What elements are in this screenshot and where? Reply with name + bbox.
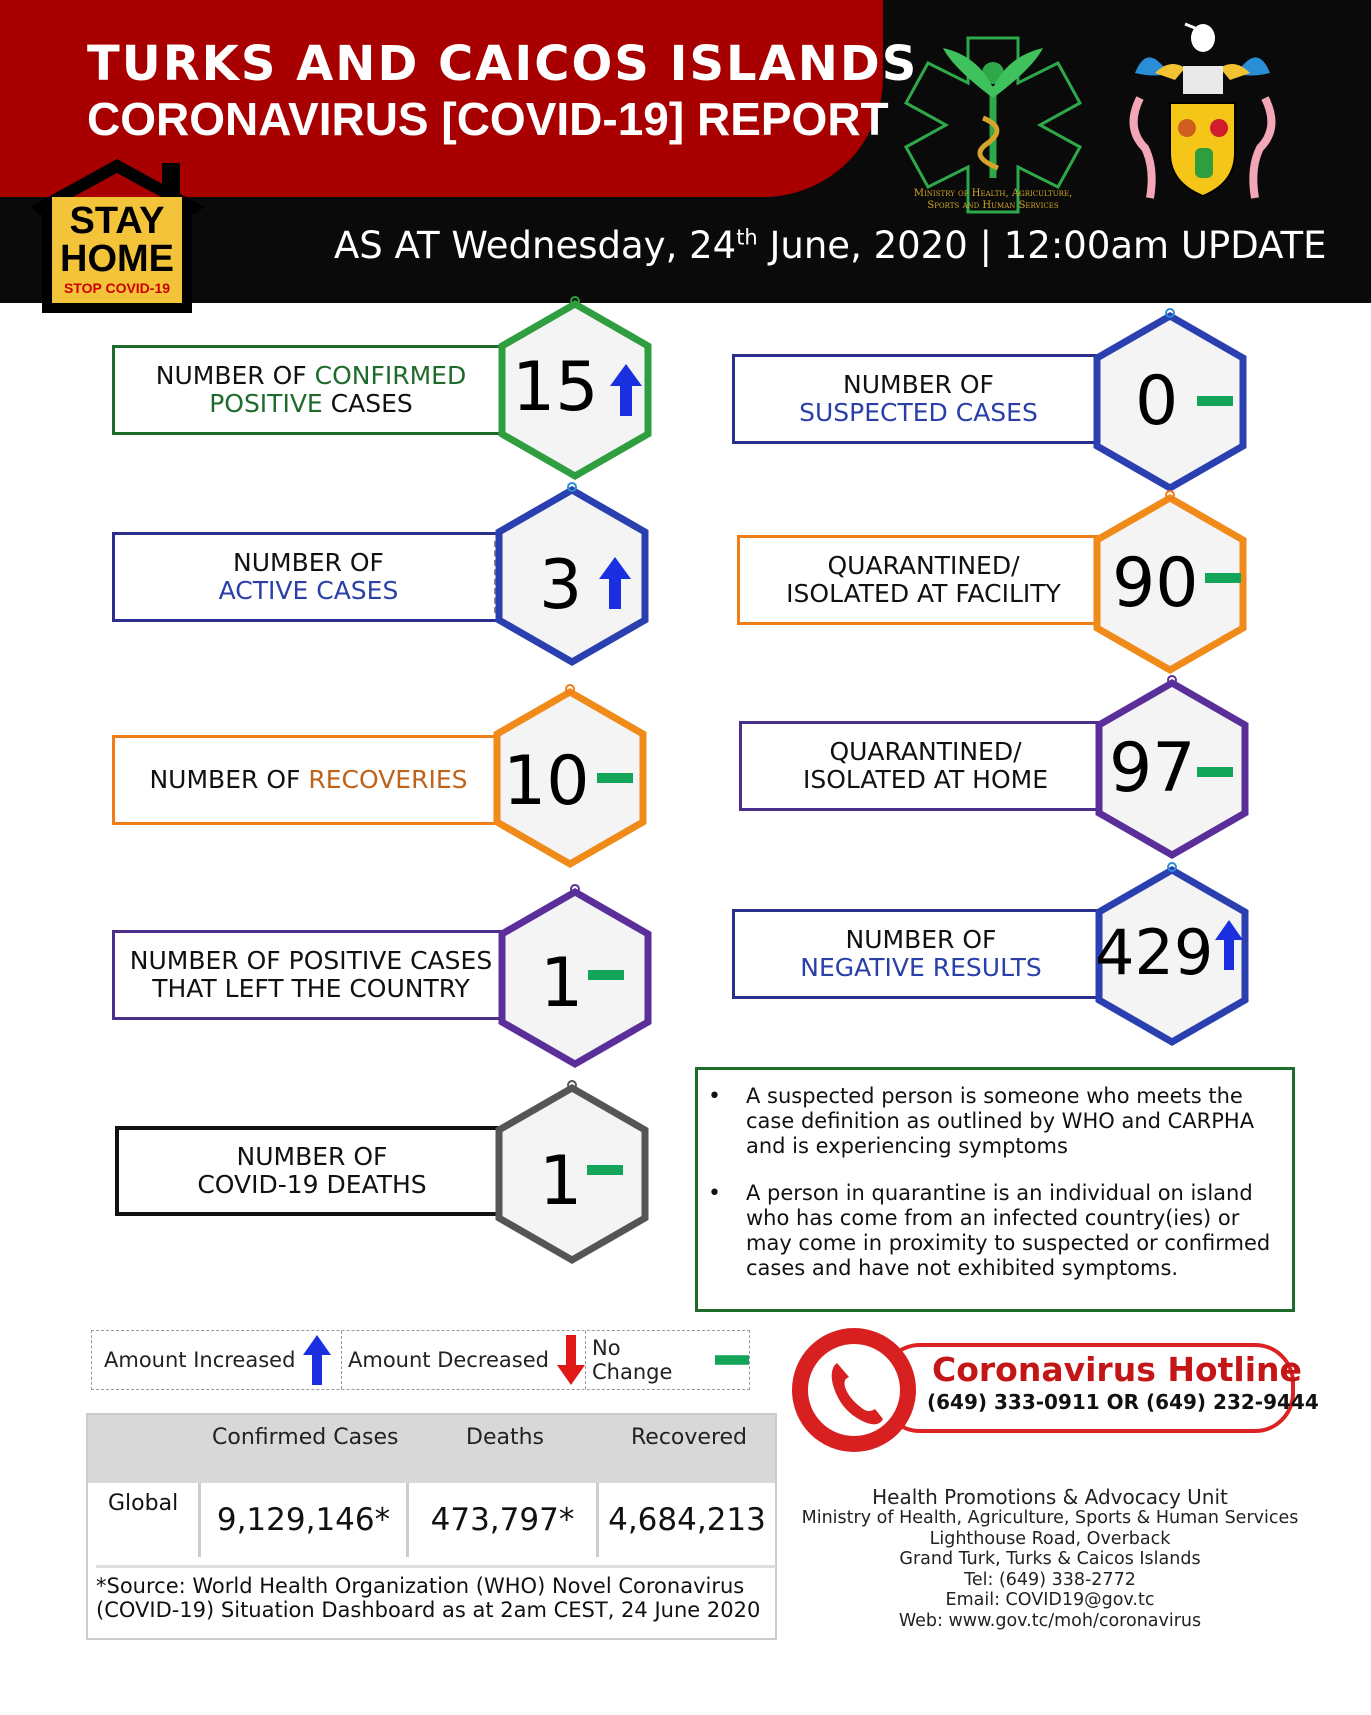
- phone-icon: [789, 1325, 919, 1455]
- active-cases-value: 3: [539, 546, 583, 625]
- global-stats-table: [86, 1413, 777, 1640]
- active-cases-label: NUMBER OF ACTIVE CASES: [112, 532, 502, 622]
- arrow-up-icon: [1215, 920, 1243, 970]
- confirmed-cases-label: NUMBER OF CONFIRMED POSITIVE CASES: [112, 345, 507, 435]
- contact-email[interactable]: Email: COVID19@gov.tc: [945, 1590, 1155, 1610]
- recoveries-hex: [485, 684, 655, 874]
- global-confirmed: 9,129,146*: [198, 1483, 406, 1557]
- no-change-icon: [715, 1355, 749, 1365]
- suspected-cases-value: 0: [1135, 362, 1179, 441]
- svg-text:STOP COVID-19: STOP COVID-19: [63, 280, 171, 296]
- page-title: TURKS AND CAICOS ISLANDS: [87, 36, 919, 92]
- recoveries-value: 10: [503, 742, 590, 821]
- confirmed-cases-hex: [490, 296, 660, 486]
- contact-info: Health Promotions & Advocacy Unit Ministry of Health, Agriculture, Sports & Human Services Lighthouse Road, Overback Grand Turk, Turks & Caicos Islands Tel: (649) 338-2772 Email: COVID19@gov.tc Web: www.gov.tc/moh/coronavirus: [801, 1485, 1299, 1631]
- no-change-icon: [1205, 573, 1241, 583]
- deaths-value: 1: [539, 1142, 583, 1221]
- deaths-label: NUMBER OF COVID-19 DEATHS: [115, 1126, 505, 1216]
- left-country-label: NUMBER OF POSITIVE CASES THAT LEFT THE COUNTRY: [112, 930, 507, 1020]
- legend-decreased: Amount Decreased: [341, 1331, 585, 1389]
- confirmed-cases-value: 15: [512, 348, 599, 427]
- active-cases-hex: [487, 482, 657, 672]
- update-date: AS AT Wednesday, 24th June, 2020 | 12:00am UPDATE: [334, 224, 1327, 267]
- quarantine-facility-hex: [1085, 490, 1255, 680]
- definitions-box: [695, 1067, 1295, 1312]
- legend-increased: Amount Increased: [92, 1331, 341, 1389]
- no-change-icon: [1197, 396, 1233, 406]
- page-subtitle: CORONAVIRUS [COVID-19] REPORT: [87, 93, 889, 145]
- quarantine-facility-label: QUARANTINED/ ISOLATED AT FACILITY: [737, 535, 1107, 625]
- table-source-note: *Source: World Health Organization (WHO) Novel Coronavirus (COVID-19) Situation Dashboard as at 2am CEST, 24 June 2020: [96, 1565, 776, 1622]
- column-confirmed: Confirmed Cases: [212, 1425, 399, 1450]
- arrow-up-icon: [599, 557, 631, 609]
- quarantine-home-hex: [1087, 675, 1257, 865]
- negative-results-label: NUMBER OF NEGATIVE RESULTS: [732, 909, 1107, 999]
- stay-home-icon: [22, 155, 212, 315]
- deaths-hex: [487, 1080, 657, 1270]
- negative-results-value: 429: [1095, 916, 1214, 989]
- hotline-title: Coronavirus Hotline: [932, 1350, 1302, 1389]
- quarantine-home-value: 97: [1109, 729, 1196, 808]
- suspected-cases-hex: [1085, 308, 1255, 498]
- svg-text:STAY: STAY: [69, 200, 165, 242]
- no-change-icon: [587, 1165, 623, 1175]
- svg-text:HOME: HOME: [60, 238, 174, 280]
- ministry-name: Ministry of Health, Agriculture, Sports and Human Services: [913, 188, 1073, 211]
- table-row: [88, 1483, 775, 1557]
- coat-of-arms-icon: [1115, 18, 1290, 213]
- definition-quarantine: • A person in quarantine is an individual on island who has come from an infected country(ies) or may come in proximity to suspected or confirmed cases and have not exhibited symptoms.: [708, 1181, 1280, 1281]
- column-deaths: Deaths: [466, 1425, 544, 1450]
- recoveries-label: NUMBER OF RECOVERIES: [112, 735, 502, 825]
- legend-no-change: No Change: [585, 1331, 749, 1389]
- suspected-cases-label: NUMBER OF SUSPECTED CASES: [732, 354, 1102, 444]
- arrow-down-icon: [557, 1335, 585, 1385]
- row-label-global: Global: [108, 1491, 179, 1516]
- global-deaths: 473,797*: [406, 1483, 596, 1557]
- no-change-icon: [597, 773, 633, 783]
- quarantine-facility-value: 90: [1112, 544, 1199, 623]
- left-country-value: 1: [540, 944, 584, 1023]
- legend: [91, 1330, 750, 1390]
- arrow-up-icon: [303, 1335, 331, 1385]
- quarantine-home-label: QUARANTINED/ ISOLATED AT HOME: [739, 721, 1109, 811]
- column-recovered: Recovered: [631, 1425, 748, 1450]
- global-recovered: 4,684,213: [596, 1483, 775, 1557]
- no-change-icon: [588, 970, 624, 980]
- hotline-phones: (649) 333-0911 OR (649) 232-9444: [927, 1390, 1319, 1414]
- negative-results-hex: [1087, 862, 1257, 1052]
- arrow-up-icon: [610, 364, 642, 416]
- table-header: [88, 1415, 775, 1483]
- left-country-hex: [490, 884, 660, 1074]
- definition-suspected: • A suspected person is someone who meets the case definition as outlined by WHO and CARPHA and is experiencing symptoms: [708, 1084, 1280, 1159]
- contact-web[interactable]: Web: www.gov.tc/moh/coronavirus: [898, 1610, 1202, 1631]
- no-change-icon: [1197, 767, 1233, 777]
